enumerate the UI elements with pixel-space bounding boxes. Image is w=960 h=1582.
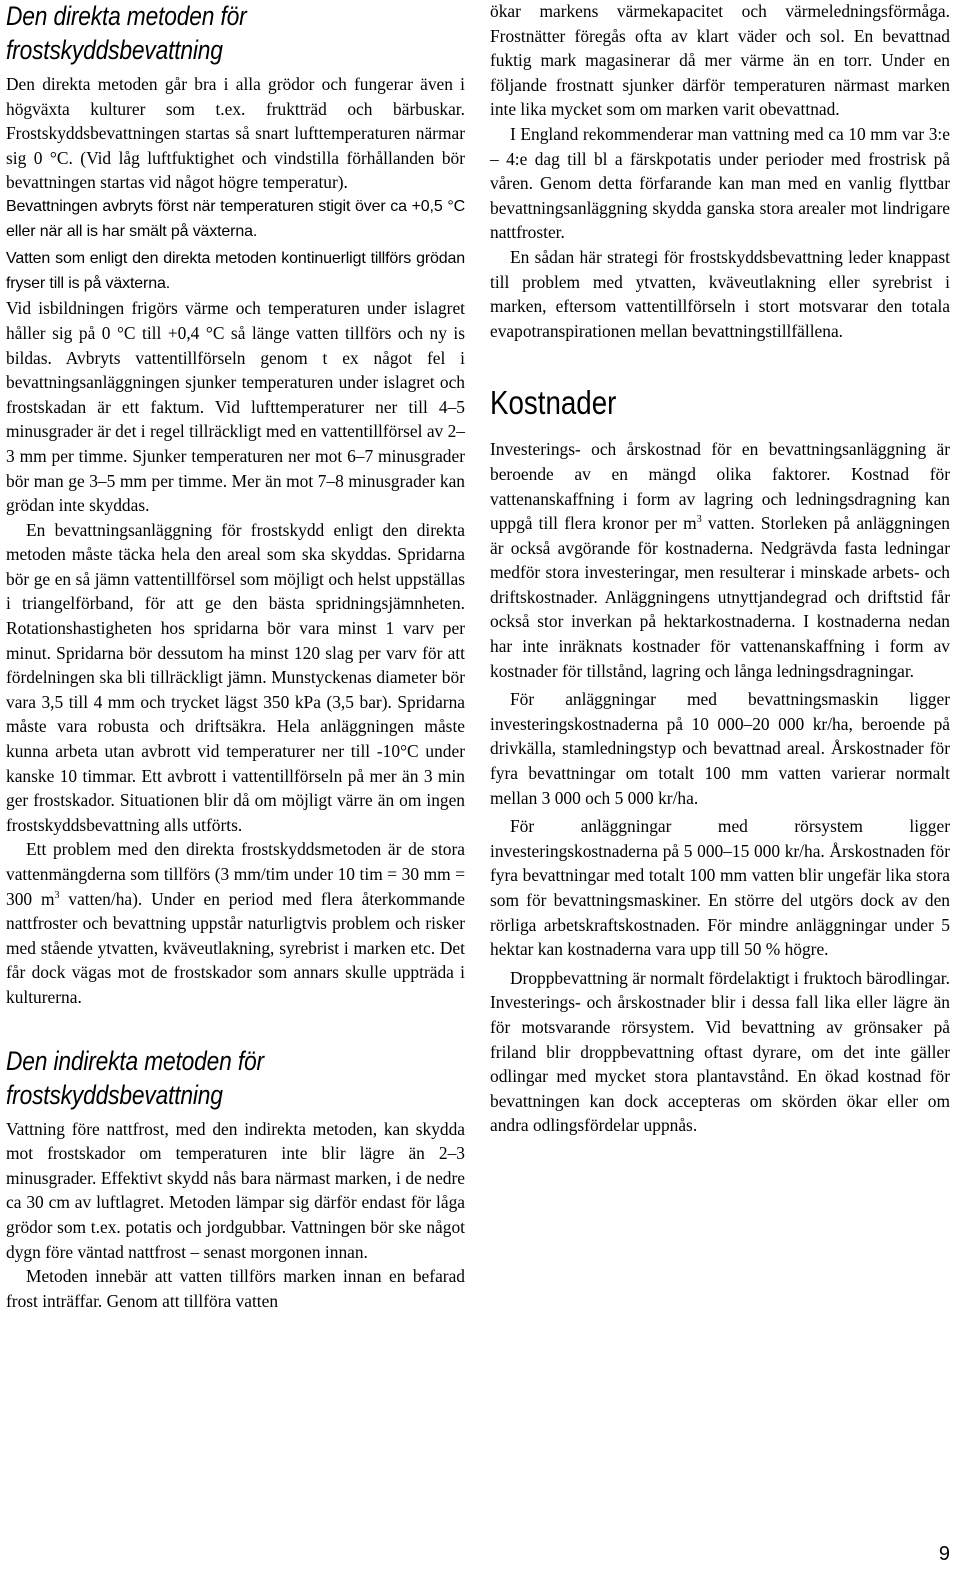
paragraph-text: Investerings- och årskostnad för en bevattningsanläggning är beroende av en mängd olika faktorer. Kostnad för vattenanskaffning i form av lagring och ledningsdragning kan uppgå till flera kronor per m [490,439,950,534]
paragraph [6,72,465,195]
paragraph: För anläggningar med rörsystem ligger investeringskostnaderna på 5 000–15 000 kr/ha. Årskostnaden för fyra bevattningar med totalt 100 mm vatten blir ungefär lika stora som för bevattningsmaskiner. En större del utgörs dock av den rörliga arbetskraftskostnaden. För mindre anläggningar under 5 hektar kan kostnaderna vara upp till 50 % högre. [490,816,950,960]
paragraph: För anläggningar med bevattningsmaskin ligger investeringskostnaderna på 10 000–20 000 kr/ha, beroende på drivkälla, stamledningstyp och bevattnad areal. Årskostnader för fyra bevattningar om totalt 100 mm vatten varierar normalt mellan 3 000 och 5 000 kr/ha. [490,689,950,808]
paragraph [6,837,465,1009]
paragraph: En sådan här strategi för frostskyddsbevattning leder knappast till problem med ytvatten, kväveutlakning eller syrebrist i marken, eftersom vattentillförseln i stort motsvarar den totala evapotranspirationen mellan bevattningstillfällena. [490,246,950,341]
paragraph: Vattning före nattfrost, med den indirekta metoden, kan skydda mot frostskador om temperaturen inte blir lägre än 2–3 minusgrader. Effektivt skydd nås bara närmast marken, i de nedre ca 30 cm av luftlagret. Metoden lämpar sig därför endast för låga grödor som t.ex. potatis och jordgubbar. Vattningen bör ske något dygn före väntad nattfrost – senast morgonen innan. [6,1118,465,1262]
paragraph-text: vatten/ha). Under en period med flera återkommande nattfroster och bevattning uppstår naturligtvis problem och risker med stående ytvatten, kväveutlakning, syrebrist i marken etc. Det får dock vägas mot de frostskador som annars skulle uppträda i kulturerna. [6,888,465,1007]
paragraph: Droppbevattning är normalt fördelaktigt i fruktoch bärodlingar. Investerings- och årskostnader blir i dessa fall lika eller lägre än för motsvarande rörsystem. Vid bevattning av grönsaker på friland blir droppbevattning oftast dyrare, om det inte gäller odlingar med mycket stora plantavstånd. En ökad kostnad för bevattningen kan dock accepteras om skörden ökar eller om andra odlingsfördelar uppnås. [490,967,950,1136]
paragraph-text: vatten. Storleken på anläggningen är också avgörande för kostnaderna. Nedgrävda fasta ledningar medför stora investeringar, men resulterar i minskade arbets- och driftskostnader. Anläggningens utnyttjandegrad och driftstid får också stor inverkan på hektarkostnaderna. I kostnaderna nedan har inte inräknats kostnader för vattenanskaffning i form av kostnader för tillstånd, lagring och långa ledningsdragningar. [490,513,951,681]
paragraph-text: Ett problem med den direkta frostskyddsmetoden är de stora vattenmängderna som tillförs (3 mm/tim under 10 tim = 30 mm = 300 m [6,839,465,909]
section-heading-direct-method: Den direkta metoden för frostskyddsbevattning [6,1,247,65]
paragraph: ökar markens värmekapacitet och värmeledningsförmåga. Frostnätter föregås ofta av klart väder och sol. En bevattnad fuktig mark magasinerar då mer värme än en torr. Under en följande frostnatt sjunker därför temperaturen närmast marken inte lika mycket som om marken varit obevattnad. [490,1,950,120]
page-number: 9 [938,1543,950,1565]
section-heading-costs: Kostnader [490,384,617,422]
left-column [6,0,465,1313]
section-heading-indirect-method: Den indirekta metoden för frostskyddsbevattning [6,1045,264,1110]
paragraph: En bevattningsanläggning för frostskydd enligt den direkta metoden måste täcka hela den areal som ska skyddas. Spridarna bör ge en så jämn vattentillförsel som möjligt och helst uppställas i triangelförband, för att ge den bästa spridningsjämnheten. Rotationshastigheten hos spridarna bör vara minst 1 varv per minut. Spridarna bör dessutom ha minst 120 slag per varv för att fördelningen ska bli tillräckligt jämn. Munstyckenas diameter bör vara 3,5 till 4 mm och trycket lägst 350 kPa (3,5 bar). Spridarna måste vara robusta och driftsäkra. Hela anläggningen måste kunna arbeta utan avbrott vid temperaturer ner till -10°C under kanske 10 timmar. Ett avbrott i vattentillförseln på mer än 3 min ger frostskador. Situationen blir då om möjligt värre än om ingen frostskyddsbevattning alls utförts. [6,519,465,835]
superscript: 3 [54,889,60,901]
paragraph-sans: Bevattningen avbryts först när temperaturen stigit över ca +0,5 °C eller när all is har smält på växterna. [6,197,465,240]
paragraph: Metoden innebär att vatten tillförs marken innan en befarad frost inträffar. Genom att tillföra vatten [6,1266,465,1311]
paragraph-text: Den direkta metoden går bra i alla grödor och fungerar även i högväxta kulturer som t.ex. fruktträd och bärbuskar. Frostskyddsbevattningen startas så snart lufttemperaturen närmar sig 0 °C. (Vid låg luftfuktighet och vindstilla förhållanden bör bevattningen startas vid något högre temperatur). [6,74,465,193]
paragraph: Vid isbildningen frigörs värme och temperaturen under islagret håller sig på 0 °C till +0,4 °C så länge vatten tillförs och ny is bildas. Avbryts vattentillförseln genom t ex något fel i bevattningsanläggningen sjunker temperaturen under islagret och frostskadan är ett faktum. Vid lufttemperaturer ner till 4–5 minusgrader är det i regel tillräckligt med en vattentillförsel av 2–3 mm per timme. Sjunker temperaturen ner mot 6–7 minusgrader bör man ge 3–5 mm per timme. Mer än mot 7–8 minusgrader kan grödan inte skyddas. [6,298,465,516]
superscript: 3 [696,514,702,526]
right-column [490,0,950,1138]
paragraph: I England rekommenderar man vattning med ca 10 mm var 3:e – 4:e dag till bl a färskpotatis under perioder med frostrisk på våren. Genom detta förfarande kan man med en vanlig flyttbar bevattningsanläggning skydda ganska stora arealer mot lindrigare nattfroster. [490,123,950,243]
paragraph-sans: Vatten som enligt den direkta metoden kontinuerligt tillförs grödan fryser till is på växterna. [6,250,465,292]
paragraph [490,437,950,683]
